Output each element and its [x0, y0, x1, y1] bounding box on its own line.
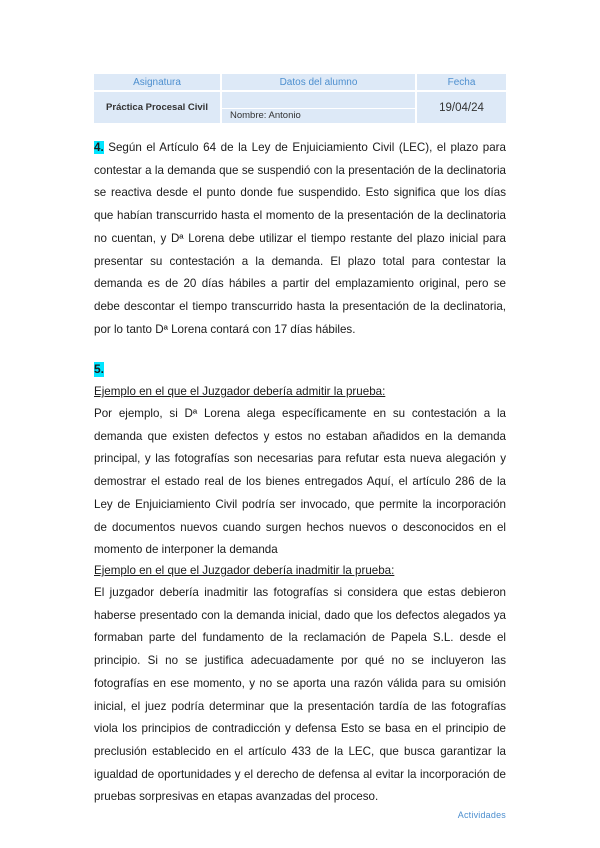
- answer-5-number: 5.: [94, 362, 105, 376]
- header-table: [94, 74, 506, 123]
- footer-label: Actividades: [457, 810, 506, 820]
- answer-4-number: 4.: [94, 141, 104, 154]
- admit-example-paragraph: Por ejemplo, si Dª Lorena alega específicamente en su contestación a la demanda que existen defectos y estos no estaban añadidos en la demanda principal, y las fotografías son necesarias para refutar esta nueva alegación y demostrar el estado real de los bienes entregados Aquí, el artículo 286 de la Ley de Enjuiciamiento Civil podría ser invocado, que permite la incorporación de documentos nuevos cuando surgen hechos nuevos o desconocidos en el momento de interponer la demanda: [94, 407, 506, 557]
- header-date-label: Fecha: [416, 74, 506, 91]
- answer-4-text: Según el Artículo 64 de la Ley de Enjuiciamiento Civil (LEC), el plazo para contestar a la demanda que se suspendió con la presentación de la declinatoria se reactiva desde el punto donde fue suspendido. Esto significa que los días que habían transcurrido hasta el momento de la presentación de la declinatoria no cuentan, y Dª Lorena debe utilizar el tiempo restante del plazo inicial para presentar su contestación a la demanda. El plazo total para contestar la demanda es de 20 días hábiles a partir del emplazamiento original, pero se debe descontar el tiempo transcurrido hasta la presentación de la declinatoria, por lo tanto Dª Lorena contará con 17 días hábiles.: [94, 141, 506, 336]
- answer-4-paragraph: [94, 137, 506, 341]
- reject-example-paragraph: El juzgador debería inadmitir las fotografías si considera que estas debieron haberse presentado con la demanda inicial, dado que los defectos alegados ya formaban parte del fundamento de la reclamación de Papela S.L. desde el principio. Si no se justifica adecuadamente por qué no se incluyeron las fotografías en ese momento, y no se aporta una razón válida para su omisión inicial, el juez podría determinar que la presentación tardía de las fotografías viola los principios de contradicción y defensa Esto se basa en el principio de preclusión establecido en el artículo 433 de la LEC, que busca garantizar la igualdad de oportunidades y el derecho de defensa al evitar la incorporación de pruebas sorpresivas en etapas avanzadas del proceso.: [94, 586, 506, 804]
- reject-example-heading: Ejemplo en el que el Juzgador debería inadmitir la prueba:: [94, 564, 395, 577]
- header-row: [94, 74, 506, 91]
- subject-value: Práctica Procesal Civil: [94, 91, 221, 123]
- header-values-row: [94, 91, 506, 123]
- date-value: 19/04/24: [416, 91, 506, 123]
- header-subject-label: Asignatura: [94, 74, 221, 91]
- student-name: Nombre: Antonio: [230, 110, 301, 121]
- header-student-label: Datos del alumno: [221, 74, 416, 91]
- admit-example-heading: Ejemplo en el que el Juzgador debería admitir la prueba:: [94, 385, 386, 398]
- student-surname-blank: [222, 92, 415, 109]
- student-cell: [221, 91, 416, 123]
